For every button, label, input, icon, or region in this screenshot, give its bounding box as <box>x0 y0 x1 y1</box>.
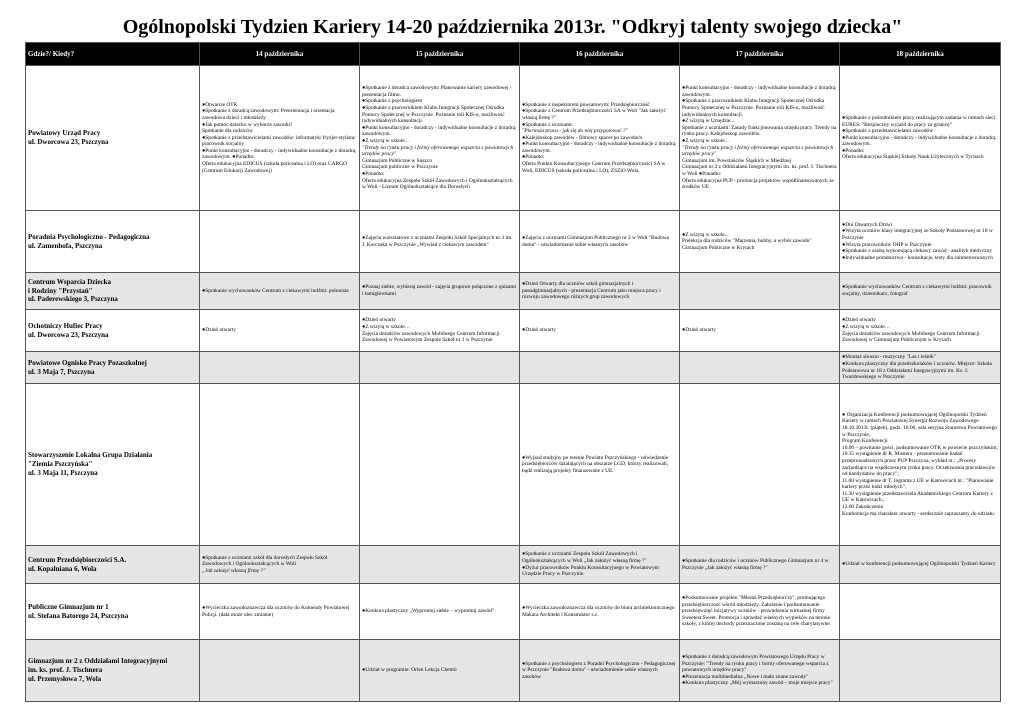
event-line: Oferta edukacyjna Śląskiej Szkoły Nauk Użytecznych w Tychach <box>842 154 984 161</box>
institution-cell <box>26 352 200 384</box>
institution-line: im. ks. prof. J. Tischnera <box>28 666 103 675</box>
header-day-18: 18 października <box>840 43 1001 66</box>
event-cell <box>200 273 360 310</box>
event-line: ●Dni Otwartych Drzwi <box>842 221 893 228</box>
event-line: ●Poznaj siebie, wybieraj zawód - zajęcia grupowe połączone z quizami i łamigłówkami <box>362 284 517 297</box>
event-cell <box>840 352 1001 384</box>
event-cell <box>520 310 680 352</box>
institution-cell <box>26 310 200 352</box>
event-line: 12.00 Zakończenie. <box>842 504 885 511</box>
schedule-body <box>26 66 1001 702</box>
institution-line: ul. Paderewskiego 3, Pszczyna <box>28 295 118 304</box>
institution-line: Powiatowe Ognisko Pracy Pozaszkolnej <box>28 358 147 367</box>
event-cell <box>360 352 520 384</box>
event-cell <box>680 211 840 273</box>
institution-line: Stowarzyszenie Lokalna Grupa Działania <box>28 451 153 460</box>
event-line: ●Spotkanie z doradcą zawodowym Powiatowego Urzędu Pracy w Pszczynie: "Trendy na rynku pracy i formy oferowanego wsparcia z powiatowych urzędów pracy" <box>682 654 829 674</box>
event-cell <box>680 546 840 584</box>
event-line: ●Jak pomóc dziecku w wyborze zawodu? <box>202 121 293 128</box>
institution-cell <box>26 546 200 584</box>
event-cell <box>520 352 680 384</box>
event-line: ●Konkurs plastyczny dla przedszkolaków i uczniów. Miejsce: Szkoła Podstawowa nr 18 z Oddziałami Integracyjnymi im. Ks. J. Twardowskiego w Pszczynie <box>842 360 992 381</box>
event-line: ●Ponadto: <box>842 147 865 154</box>
event-line: ●Z wizytą w szkole… <box>842 323 891 330</box>
event-line: ●Spotkanie dla rodziców i uczniów Publicznego Gimnazjum nr 4 w Pszczynie „Jak założyć własną firmę ?" <box>682 557 829 571</box>
event-line: ●Z wizytą w szkole... <box>682 138 729 144</box>
event-line: 18.10.2013r. (piątek), godz. 10:00, sala sesyjna Starostwa Powiatowego w Pszczynie, <box>842 424 997 438</box>
event-line: ●Wizyta uczniów klasy integracyjnej ze Szkoły Podstawowej nr 18 w Pszczynie <box>842 228 993 241</box>
event-line: ●Wycieczka zawodoznawcza dla uczniów do Komendy Powiatowej Policji. (data może ulec zmianie) <box>202 604 350 618</box>
event-line: ●Dzień otwarty <box>682 327 716 334</box>
event-line: Oferta edukacyjna EDICUS (szkoła policealna i LO) oraz CARGO (Centrum Edukacji Zawodowej) <box>202 161 347 174</box>
table-row <box>26 546 1001 584</box>
event-line: ●Punkt konsultacyjno - doradczy - indywidualne konsultacje z doradcą zawodowym. <box>362 124 516 138</box>
table-row <box>26 211 1001 273</box>
institution-line: Ochotniczy Hufiec Pracy <box>28 321 103 330</box>
event-line: ●Otwarcie OTK <box>202 101 238 108</box>
event-line: ●Konkurs plastyczny „Mój wymarzony zawód – moje miejsce pracy" <box>682 680 833 687</box>
event-cell <box>360 384 520 546</box>
event-line: ●Dyżur pracowników Punktu Konsultacyjnego w Powiatowym Urzędzie Pracy w Pszczynie. <box>522 564 659 578</box>
event-line: ●Wizyta pracowników OHP w Pszczynie <box>842 241 932 248</box>
event-line: ●Z wizytą w szkole… <box>362 323 411 330</box>
event-line: ●Konkurs plastyczny „Wypromuj siebie – wypromuj zawód" <box>362 608 495 615</box>
event-cell <box>520 546 680 584</box>
table-row <box>26 640 1001 702</box>
event-line: Gimnazjum nr 2 z Oddziałami Integracyjnymi im. ks. prof. J. Tischnera w Woli ●Ponadto: <box>682 164 837 177</box>
event-line: ●Dzień otwarty <box>842 317 876 324</box>
event-line: ●Spotkanie z pracownikiem Klubu Integracji Społecznej Ośrodka Pomocy Społecznej w Pszczynie. Poznanie roli KIS-u, możliwość indywidualnych konsultacji. <box>362 105 505 125</box>
institution-line: ul. Zamenhofa, Pszczyna <box>28 241 103 250</box>
event-line: ●Spotkanie z psychologiem z Poradni Psychologiczno - Pedagogicznej w Pszczynie "Budowa domu" - uświadomienie sobie własnych zasobów <box>522 660 676 680</box>
event-line: Konferencja ma charakter otwarty - serdecznie zapraszamy do udziału. <box>842 510 996 517</box>
event-line: Oferta Punktu Konsultacyjnego Centrum Przedsiębiorczości SA w Woli, EDICUS (szkoła policealna i LO), ZSZiO Wola, <box>522 161 666 174</box>
event-line: ●Spotkanie z Centrum Przedsiębiorczości SA w Woli "Jak założyć własną firmę ?" <box>522 108 666 121</box>
event-cell <box>840 584 1001 640</box>
institution-line: ul. Dworcowa 23, Pszczyna <box>28 330 109 339</box>
institution-line: ul. Przemysłowa 7, Wola <box>28 674 102 683</box>
table-row <box>26 352 1001 384</box>
event-line: Gimnazjum im. Powstańców Śląskich w Miedźnej <box>682 157 791 164</box>
event-cell <box>200 310 360 352</box>
event-line: ●Dzień Otwarty dla uczniów szkół gimnazjalnych i ponadgimnazjalnych - prezentacja Centrum jako miejsca pracy i rozwoju zawodowego różnych grup zawodowych <box>522 281 661 301</box>
event-cell <box>360 66 520 211</box>
event-line: ●Z wizytą w szkole... <box>362 138 409 144</box>
event-line: ●Punkt konsultacyjno - doradczy - indywidualne konsultacje z doradcą zawodowym. <box>842 134 996 148</box>
header-day-15: 15 października <box>360 43 520 66</box>
event-line: Zajęcia doradców zawodowych Mobilnego Centrum Informacji Zawodowej w Powiatowym Zespole Szkół nr 1 w Pszczynie <box>362 330 500 344</box>
event-line: Gimnazjum Publiczne w Suszcu <box>362 157 432 164</box>
event-line: ●Montaż słowno - muzyczny "Las i leśnik" <box>842 354 936 361</box>
event-line: ●Spotkanie z inspektorem powiatowym: Przedsiębiorczość <box>522 101 650 108</box>
event-line: ●Spotkanie z pracownikiem Klubu Integracji Społecznej Ośrodka Pomocy Społecznej w Pszczynie. Poznanie roli KIS-u, możliwość indywidualnych konsultacji. <box>682 98 825 118</box>
event-cell <box>680 584 840 640</box>
event-cell <box>200 584 360 640</box>
event-cell <box>840 640 1001 702</box>
event-cell <box>840 310 1001 352</box>
event-cell <box>520 211 680 273</box>
institution-line: Powiatowy Urząd Pracy <box>28 129 101 138</box>
event-line: ●Zajęcia warsztatowe z uczniami Zespołu Szkół Specjalnych nr 3 im. J. Korczaka w Pszczynie „Wywiad z ciekawym zawodem" <box>362 234 513 248</box>
event-cell <box>200 211 360 273</box>
event-cell <box>840 66 1001 211</box>
institution-line: ul. 3 Maja 11, Pszczyna <box>28 468 98 477</box>
event-line: „Jak założyć własną firmę ?" <box>202 567 266 574</box>
event-cell <box>360 584 520 640</box>
schedule-table <box>25 42 1001 702</box>
event-cell <box>200 546 360 584</box>
event-line: ●Udział w programie: Orlen Lekcja Chemii <box>362 667 457 674</box>
event-line: ●Dzień otwarty <box>522 327 556 334</box>
event-line: ●Punkt konsultacyjno - doradczy - indywidualne konsultacje z doradcą zawodowym. <box>682 85 836 98</box>
event-line: ●Z wizytą w Urzędzie... <box>682 118 735 125</box>
event-cell <box>200 384 360 546</box>
institution-line: Gimnazjum nr 2 z Oddziałami Integracyjnymi <box>28 657 168 666</box>
event-line: ●Kalejdoskop zawodów - filmowy spacer po zawodach <box>522 134 643 141</box>
event-cell <box>360 310 520 352</box>
event-line: ●Wyjazd studyjny po terenie Powiatu Pszczyńskiego - odwiedzenie przedsiębiorców działających na obszarze LGD, którzy realizowali, bądź realizują projekty finansowane z UE. <box>522 454 669 474</box>
event-cell <box>520 584 680 640</box>
institution-line: Publiczne Gimnazjum nr 1 <box>28 602 109 611</box>
event-cell <box>360 211 520 273</box>
event-line: "Trendy na rynku pracy i formy oferowanego wsparcia z powiatowych urzędów pracy" <box>362 144 514 158</box>
event-line: ●Ponadto: <box>522 154 545 161</box>
event-line: ●Wycieczka zawodoznawcza dla uczniów do biura architektonicznego Makara Architekt i Konstruktor s.c. <box>522 604 675 618</box>
event-cell <box>680 310 840 352</box>
event-cell <box>680 352 840 384</box>
event-line: ●Z wizytą w szkole... <box>682 231 729 238</box>
event-cell <box>840 273 1001 310</box>
institution-line: Centrum Wsparcia Dziecka <box>28 277 111 286</box>
event-line: ●Zajęcia z uczniami Gimnazjum Publicznego nr 2 w Woli "Budowa domu" - uświadomienie sobie własnych zasobów <box>522 234 669 248</box>
event-cell <box>360 546 520 584</box>
event-cell <box>520 384 680 546</box>
event-line: Gimnazjum publiczne w Pszczynie <box>362 164 438 171</box>
institution-line: ul. Stefana Batorego 24, Pszczyna <box>28 611 129 620</box>
event-line: Gimnazjum Publiczne w Kryrach <box>682 244 755 251</box>
header-where-when: Gdzie?/ Kiedy? <box>26 43 200 66</box>
event-line: Spotkanie z uczniami: Zasady funkcjonowania urzędu pracy. Trendy na rynku pracy. Kalejdoskop zawodów. <box>682 124 837 138</box>
event-line: Oferta edukacyjna PUP - promocja projektów współfinansowanych ze środków UE <box>682 177 834 191</box>
event-cell <box>360 640 520 702</box>
table-row <box>26 66 1001 211</box>
header-row <box>26 43 1001 66</box>
institution-line: "Ziemia Pszczyńska" <box>28 460 93 469</box>
event-line: ●Punkt konsultacyjno - doradczy - indywidualne konsultacje z doradcą zawodowym. <box>522 141 676 154</box>
event-line: "Trendy na rynku pracy i formy oferowanego wsparcia z powiatowych urzędów pracy" <box>682 144 834 158</box>
institution-line: Poradnia Psychologiczno - Pedagogiczna <box>28 232 150 241</box>
event-line: ●Spotkanie wychowanków Centrum z ciekawymi ludźmi: polonista <box>202 287 349 294</box>
table-row <box>26 273 1001 310</box>
event-line: ●Spotkanie wychowanków Centrum z ciekawymi ludźmi: pracownik socjalny, dziennikarz, fotograf <box>842 284 992 297</box>
event-line: ●Udział w konferencji podsumowującej Ogólnopolski Tydzień Kariery <box>842 561 996 568</box>
event-cell <box>840 211 1001 273</box>
event-line: ●Spotkanie z pośrednikiem pracy realizującym zadania w ramach sieci EURES: "Bezpieczny wyjazd do pracy za granicę" <box>842 114 996 128</box>
event-cell <box>680 273 840 310</box>
institution-cell <box>26 211 200 273</box>
table-row <box>26 310 1001 352</box>
institution-cell <box>26 640 200 702</box>
institution-cell <box>26 66 200 211</box>
event-line: Spotkanie dla rodziców <box>202 128 253 135</box>
institution-cell <box>26 384 200 546</box>
event-line: Prelekcja dla rodziców "Marzenia, hobby, a wybór zawodu" <box>682 238 812 245</box>
event-line: ●Prezentacja multimedialna „Nowe i mało znane zawody" <box>682 673 809 680</box>
event-cell <box>200 66 360 211</box>
event-line: ●Spotkanie z uczniami Zespołu Szkół Zawodowych i Ogólnokształcących w Woli „Jak założyć własną firmę ?" <box>522 551 647 564</box>
event-cell <box>680 384 840 546</box>
header-day-14: 14 października <box>200 43 360 66</box>
institution-line: Centrum Przedsiębiorczości S.A. <box>28 555 127 564</box>
event-line: 11.00 wystąpienie dr T. Ingrama z UE w Katowicach nt.: "Planowanie kariery przez ludzi młodych"; <box>842 477 994 491</box>
event-line: ●Spotkanie z doradcą zawodowym: Preorientacja i orientacja zawodowa dzieci i młodzieży <box>202 108 335 121</box>
header-day-17: 17 października <box>680 43 840 66</box>
event-line: Program Konferencji <box>842 438 888 445</box>
institution-cell <box>26 273 200 310</box>
event-line: ●Spotkanie z uczniami szkół dla dorosłych Zespołu Szkół Zawodowych i Ogólnokształcących w Woli <box>202 554 328 568</box>
event-line: ● Organizacja Konferencji podsumowującej Ogólnopolski Tydzień Kariery w ramach Powiatowej Synergii Rozwoju Zawodowego <box>842 411 987 425</box>
institution-cell <box>26 584 200 640</box>
event-line: ●Spotkanie z psychologiem <box>362 98 423 105</box>
event-cell <box>680 66 840 211</box>
table-row <box>26 384 1001 546</box>
event-line: ●Spotkanie z uczniami: <box>522 121 574 128</box>
event-line: Zajęcia doradców zawodowych Mobilnego Centrum Informacji Zawodowej w Gimnazjum Publicznym w Kryrach <box>842 330 980 344</box>
institution-line: i Rodziny "Przystań" <box>28 286 93 295</box>
event-cell <box>200 640 360 702</box>
event-line: ●Podsumowanie projektu "Młodzi Przedsiębiorczy", promującego przedsiębiorczość wśród młodzieży. Założenie i podsumowanie przedsięwzięć inicjatywy uczniów - prowadzenia wirtualnej firmy Sweetest Sweet. Promocja i sprzedaż własnych wypieków na terenie szkoły, z której dochody przeznaczone zostaną na cele charytatywne. <box>682 595 832 628</box>
institution-line: ul. Kopalniana 6, Wola <box>28 564 97 573</box>
event-cell <box>840 546 1001 584</box>
header-day-16: 16 października <box>520 43 680 66</box>
event-cell <box>200 352 360 384</box>
event-line: ●Dzień otwarty <box>362 317 396 324</box>
event-line: 10.00 – powitanie gości, podsumowanie OTK w powiecie pszczyńskim; <box>842 444 998 451</box>
event-line: ●Spotkanie z przedstawicielami zawodów <box>842 128 934 135</box>
event-cell <box>360 273 520 310</box>
institution-line: ul. 3 Maja 7, Pszczyna <box>28 367 95 376</box>
event-cell <box>680 640 840 702</box>
event-line: ●Punkt konsultacyjno - doradczy - indywidualne konsultacje z doradcą zawodowym. ●Ponadto: <box>202 147 356 161</box>
event-line: ●Spotkanie z przedstawicielami zawodów: informatyk/ fryzjer-stylista/ pracownik socjalny <box>202 134 356 148</box>
event-line: ●Spotkanie z osobą wykonującą ciekawy zawód - analityk medyczny <box>842 248 992 255</box>
event-cell <box>520 640 680 702</box>
event-line: ●Dzień otwarty <box>202 327 236 334</box>
event-line: ●Ponadto: <box>362 170 385 177</box>
event-cell <box>840 384 1001 546</box>
event-cell <box>520 273 680 310</box>
institution-line: ul. Dworcowa 23, Pszczyna <box>28 138 109 146</box>
event-line: Oferta edukacyjna Zespołu Szkół Zawodowych i Ogólnokształcących w Woli - Liceum Ogólnokształcące dla Dorosłych <box>362 177 513 191</box>
event-line: 10.15 wystąpienie dr R. Mustera - prezentowanie badań przeprowadzonych przez PUP Pszczyna, wykład nt.: „Procesy zachodzące na współczesnym rynku pracy. Oczekiwania pracodawców od kandydatów do pracy"; <box>842 451 996 478</box>
document-title: Ogólnopolski Tydzien Kariery 14-20 października 2013r. "Odkryj talenty swojego dziecka" <box>122 16 903 38</box>
event-line: ●Spotkanie z doradca zawodowym: Planowanie kariery zawodowej - prezentacja filmu. <box>362 85 512 98</box>
event-line: ●Indywidualne poradnictwo - konsultacje, testy dla zainteresowanych <box>842 254 994 261</box>
event-cell <box>520 66 680 211</box>
event-line: "Pierwsza praca - jak się do niej przygotować ?" <box>522 128 628 135</box>
event-line: 11.30 wystąpienie przedstawiciela Akademickiego Centrum Kariery z UE w Katowicach.; <box>842 490 993 504</box>
table-row <box>26 584 1001 640</box>
